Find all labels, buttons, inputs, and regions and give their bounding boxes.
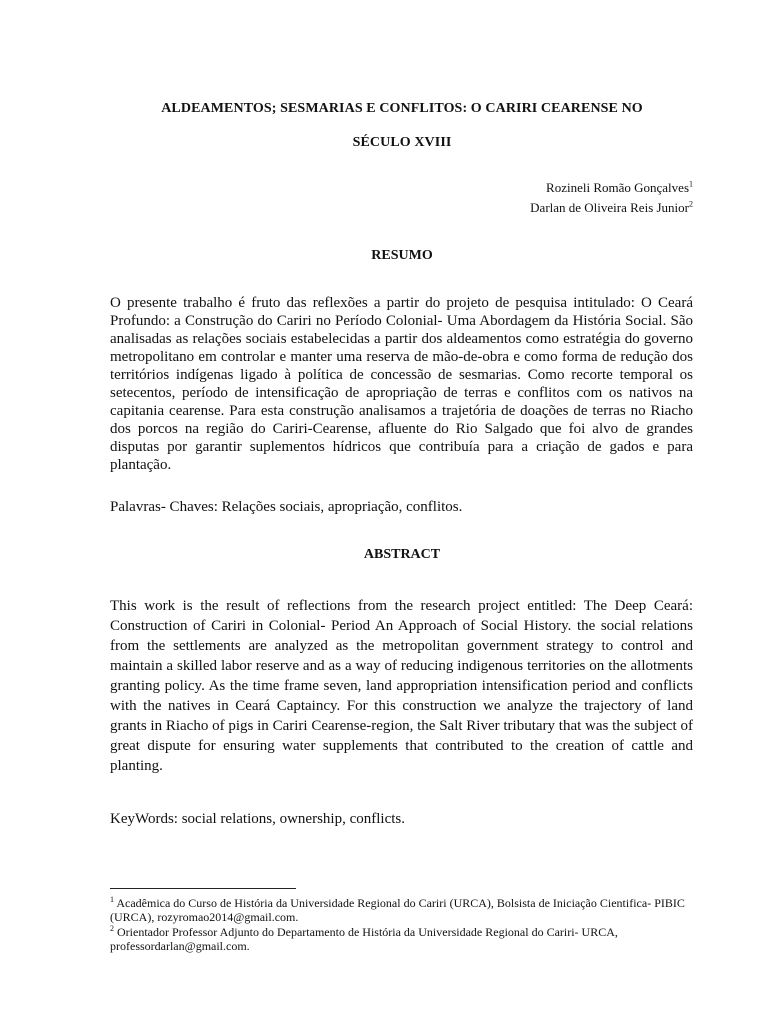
author-1 bbox=[546, 180, 693, 196]
abstract-body: This work is the result of reflections from the research project entitled: The Deep Ceará: Construction of Cariri in Colonial- Period An Approach of Social History. the social relations from the settlements are analyzed as the metropolitan government strategy to control and maintain a skilled labor reserve and as a way of reducing indigenous territories on the allotments granting policy. As the time frame seven, land appropriation intensification period and conflicts with the natives in Ceará Captaincy. For this construction we analyze the trajectory of land grants in Riacho of pigs in Cariri Cearense-region, the Salt River tributary that was the subject of great dispute for ensuring water supplements that contributed to the creation of cattle and planting. bbox=[110, 598, 693, 774]
resumo-keywords: Palavras- Chaves: Relações sociais, apropriação, conflitos. bbox=[110, 499, 463, 515]
abstract-heading: ABSTRACT bbox=[363, 547, 441, 562]
author-2-name: Darlan de Oliveira Reis Junior bbox=[530, 200, 689, 215]
paper-title-line-2: SÉCULO XVIII bbox=[352, 135, 452, 150]
footnote-divider bbox=[110, 888, 296, 889]
footnote-1 bbox=[110, 896, 693, 924]
abstract-keywords: KeyWords: social relations, ownership, conflicts. bbox=[110, 811, 405, 827]
author-2 bbox=[530, 200, 693, 216]
footnote-1-mark: 1 bbox=[110, 895, 114, 904]
footnote-2 bbox=[110, 925, 693, 953]
footnote-2-text: Orientador Professor Adjunto do Departamento de História da Universidade Regional do Cariri- URCA, professordarlan@gmail.com. bbox=[110, 925, 618, 953]
resumo-heading: RESUMO bbox=[371, 248, 433, 263]
author-2-footnote-mark: 2 bbox=[689, 199, 693, 209]
author-1-footnote-mark: 1 bbox=[689, 179, 693, 189]
author-1-name: Rozineli Romão Gonçalves bbox=[546, 180, 689, 195]
footnote-1-text: Acadêmica do Curso de História da Universidade Regional do Cariri (URCA), Bolsista de Iniciação Cientifica- PIBIC (URCA), rozyromao2014@gmail.com. bbox=[110, 896, 685, 924]
footnote-2-mark: 2 bbox=[110, 924, 114, 933]
resumo-body: O presente trabalho é fruto das reflexões a partir do projeto de pesquisa intitulado: O Ceará Profundo: a Construção do Cariri no Período Colonial- Uma Abordagem da História Social. São analisadas as relações sociais estabelecidas a partir dos aldeamentos como estratégia do governo metropolitano em controlar e manter uma reserva de mão-de-obra e como forma de redução dos territórios indígenas ligado à política de concessão de sesmarias. Como recorte temporal os setecentos, período de intensificação de apropriação de terras e conflitos com os nativos na capitania cearense. Para esta construção analisamos a trajetória de doações de terras no Riacho dos porcos na região do Cariri-Cearense, afluente do Rio Salgado que foi alvo de grandes disputas por garantir suplementos hídricos que contribuía para a criação de gados e para plantação. bbox=[110, 295, 693, 473]
paper-title-line-1: ALDEAMENTOS; SESMARIAS E CONFLITOS: O CARIRI CEARENSE NO bbox=[161, 101, 643, 116]
